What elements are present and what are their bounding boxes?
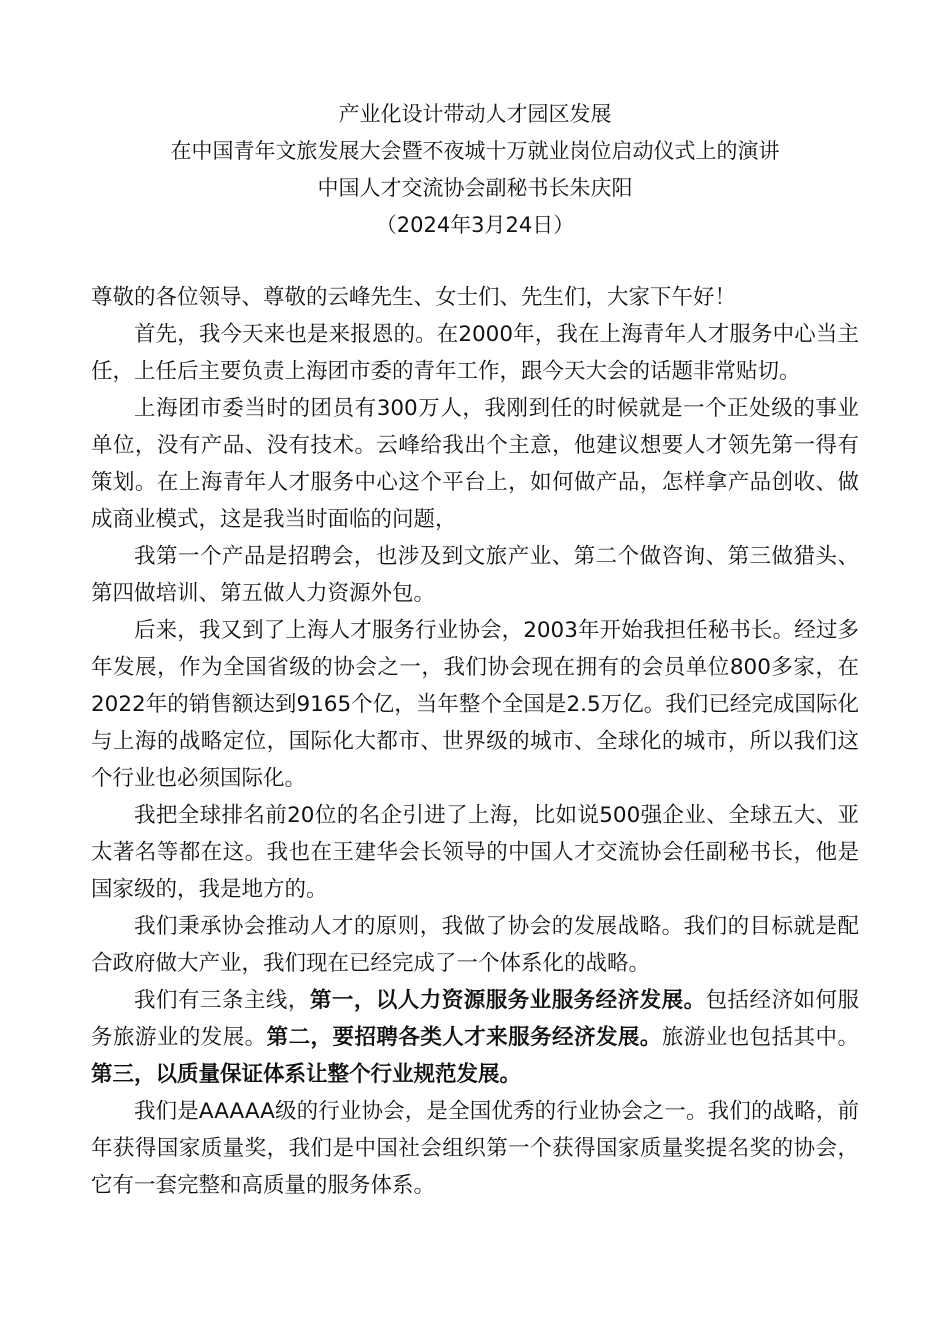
paragraph-1: 首先，我今天来也是来报恩的。在2000年，我在上海青年人才服务中心当主任，上任后主要负责上海团市委的青年工作，跟今天大会的话题非常贴切。 (91, 322, 859, 384)
date-line: （2024年3月24日） (375, 213, 575, 237)
paragraph-6: 我们秉承协会推动人才的原则，我做了协会的发展战略。我们的目标就是配合政府做大产业，我们现在已经完成了一个体系化的战略。 (91, 914, 859, 976)
p7-bold-2: 第二，要招聘各类人才来服务经济发展。 (266, 1025, 662, 1050)
document-title: 产业化设计带动人才园区发展 (338, 102, 612, 126)
p7-bold-3: 第三，以质量保证体系让整个行业规范发展。 (91, 1062, 522, 1087)
paragraph-5: 我把全球排名前20位的名企引进了上海，比如说500强企业、全球五大、亚太著名等都在这。我也在王建华会长领导的中国人才交流协会任副秘书长，他是国家级的，我是地方的。 (91, 803, 859, 902)
speaker-line: 中国人才交流协会副秘书长朱庆阳 (317, 176, 633, 200)
title-block (0, 96, 950, 244)
p7-text-1: 我们有三条主线， (134, 988, 310, 1013)
document-body (91, 279, 859, 1204)
paragraph-3: 我第一个产品是招聘会，也涉及到文旅产业、第二个做咨询、第三做猎头、第四做培训、第五做人力资源外包。 (91, 544, 859, 606)
p7-bold-1: 第一，以人力资源服务业服务经济发展。 (309, 988, 706, 1013)
p7-text-3: 旅游业也包括其中。 (661, 1025, 859, 1050)
paragraph-7 (91, 982, 859, 1093)
paragraph-4: 后来，我又到了上海人才服务行业协会，2003年开始我担任秘书长。经过多年发展，作为全国省级的协会之一，我们协会现在拥有的会员单位800多家，在2022年的销售额达到9165个亿，当年整个全国是2.5万亿。我们已经完成国际化与上海的战略定位，国际化大都市、世界级的城市、全球化的城市，所以我们这个行业也必须国际化。 (91, 618, 859, 791)
document-subtitle: 在中国青年文旅发展大会暨不夜城十万就业岗位启动仪式上的演讲 (170, 139, 780, 163)
paragraph-2: 上海团市委当时的团员有300万人，我刚到任的时候就是一个正处级的事业单位，没有产品、没有技术。云峰给我出个主意，他建议想要人才领先第一得有策划。在上海青年人才服务中心这个平台上，如何做产品，怎样拿产品创收、做成商业模式，这是我当时面临的问题， (91, 396, 859, 532)
paragraph-8: 我们是AAAAA级的行业协会，是全国优秀的行业协会之一。我们的战略，前年获得国家质量奖，我们是中国社会组织第一个获得国家质量奖提名奖的协会，它有一套完整和高质量的服务体系。 (91, 1099, 859, 1198)
p7-text-2: 包括经济如何服务旅游业的发展。 (91, 988, 859, 1050)
greeting-paragraph: 尊敬的各位领导、尊敬的云峰先生、女士们、先生们，大家下午好！ (91, 285, 737, 310)
